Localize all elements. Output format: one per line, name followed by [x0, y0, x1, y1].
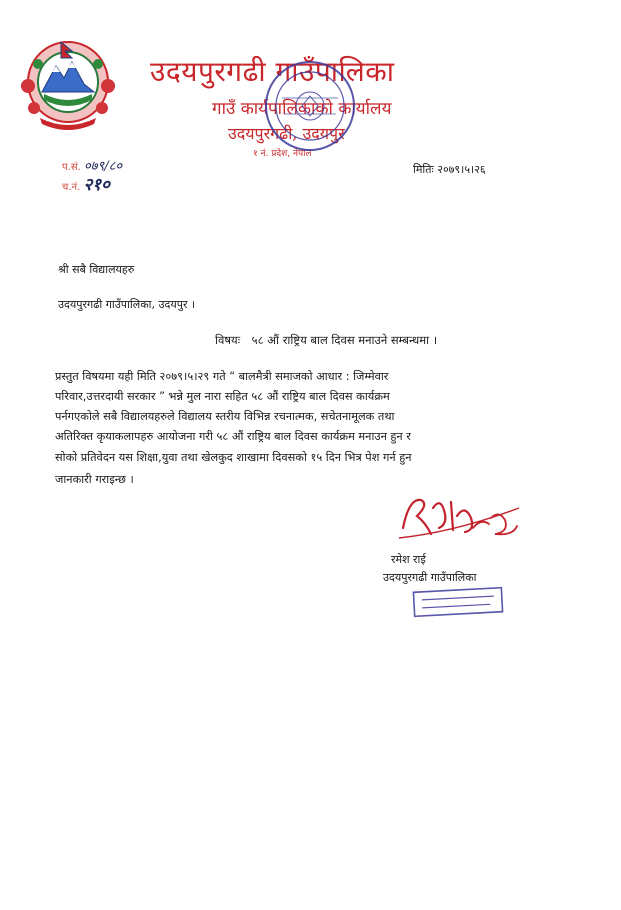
signature-mark	[395, 488, 525, 550]
body-line: जानकारी गराइन्छ ।	[55, 473, 134, 486]
nepal-emblem-icon	[14, 36, 122, 132]
office-subtitle: गाउँ कार्यपालिकाको कार्यालय	[212, 99, 392, 119]
municipality-title: उदयपुरगढी गाउँपालिका	[150, 55, 395, 88]
recipient: श्री सबै विद्यालयहरु	[58, 263, 135, 276]
recipient-organization: उदयपुरगढी गाउँपालिका, उदयपुर ।	[58, 298, 196, 311]
subject-text: ५८ औं राष्ट्रिय बाल दिवस मनाउने सम्बन्धमा ।	[251, 333, 438, 347]
signer-name: रमेश राई	[391, 553, 426, 566]
patra-value: ०७९/८०	[84, 159, 123, 174]
signer-organization: उदयपुरगढी गाउँपालिका	[383, 571, 477, 584]
letter-date: मितिः २०७९।५।२६	[413, 163, 486, 176]
patra-label: प.सं.	[62, 162, 81, 173]
body-line: प्रस्तुत विषयमा यही मिति २०७९।५।२९ गते “ बालमैत्री समाजको आधार : जिम्मेवार	[55, 370, 389, 383]
designation-stamp	[412, 584, 504, 618]
office-address: उदयपुरगढी, उदयपुर	[228, 124, 345, 143]
round-seal-icon	[262, 58, 358, 154]
chalani-number	[62, 172, 110, 195]
province-line: १ नं. प्रदेश, नेपाल	[253, 149, 312, 159]
subject-label: विषयः	[215, 333, 241, 347]
subject-line	[215, 333, 437, 348]
body-line: अतिरिक्त कृयाकलापहरु आयोजना गरी ५८ औं राष्ट्रिय बाल दिवस कार्यक्रम मनाउन हुन र	[55, 430, 411, 443]
body-line: पर्नगएकोले सबै विद्यालयहरुले विद्यालय स्तरीय विभिन्न रचनात्मक, सचेतनामूलक तथा	[55, 410, 395, 423]
chalani-label: च.नं.	[62, 182, 81, 193]
body-line: परिवार,उत्तरदायी सरकार ” भन्ने मुल नारा सहित ५८ औं राष्ट्रिय बाल दिवस कार्यक्रम	[55, 390, 390, 403]
body-line: सोको प्रतिवेदन यस शिक्षा,युवा तथा खेलकुद शाखामा दिवसको १५ दिन भित्र पेश गर्न हुन	[55, 451, 412, 464]
chalani-value: २१०	[83, 175, 110, 195]
